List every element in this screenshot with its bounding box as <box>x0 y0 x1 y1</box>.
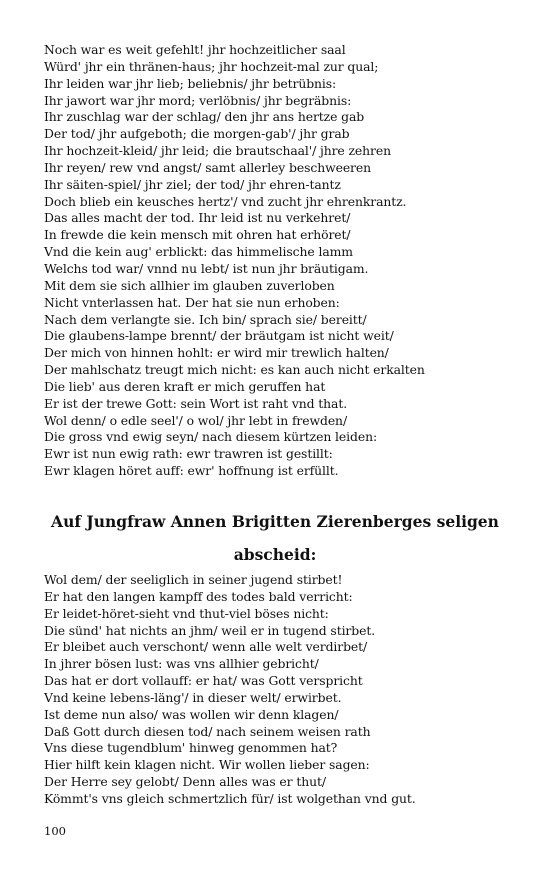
poem-line: Vnd die kein aug' erblickt: das himmelische lamm <box>44 244 353 260</box>
poem-line: Er bleibet auch verschont/ wenn alle welt verdirbet/ <box>44 639 368 655</box>
poem-line: Ihr leiden war jhr lieb; beliebnis/ jhr betrübnis: <box>44 75 337 91</box>
poem-line: Ewr ist nun ewig rath: ewr trawren ist gestillt: <box>44 446 333 462</box>
poem-line: Er leidet-höret-sieht vnd thut-viel böses nicht: <box>44 605 329 621</box>
poem-line: Die sünd' hat nichts an jhm/ weil er in tugend stirbet. <box>44 622 376 638</box>
poem-line: Mit dem sie sich allhier im glauben zuverloben <box>44 277 335 293</box>
poem-line: Ewr klagen höret auff: ewr' hoffnung ist erfüllt. <box>44 463 339 479</box>
poem-line: Die lieb' aus deren kraft er mich geruffen hat <box>44 378 326 394</box>
page-number: 100 <box>44 824 66 838</box>
poem-line: Nach dem verlangte sie. Ich bin/ sprach sie/ bereitt/ <box>44 311 367 327</box>
poem-line: Wol dem/ der seeliglich in seiner jugend stirbet! <box>44 572 343 587</box>
poem-line: Kömmt's vns gleich schmertzlich für/ ist wolgethan vnd gut. <box>44 790 416 806</box>
poem-stanza-2 <box>44 572 514 808</box>
poem-line: Die gross vnd ewig seyn/ nach diesem kürtzen leiden: <box>44 429 378 445</box>
poem-line: Doch blieb ein keusches hertz'/ vnd zucht jhr ehrenkrantz. <box>44 193 407 209</box>
poem-line: Ihr jawort war jhr mord; verlöbnis/ jhr begräbnis: <box>44 92 352 108</box>
poem-line: Der mahlschatz treugt mich nicht: es kan auch nicht erkalten <box>44 362 425 378</box>
poem-line: In jhrer bösen lust: was vns allhier gebricht/ <box>44 656 319 672</box>
poem-stanza-1 <box>44 42 514 480</box>
poem-line: Vnd keine lebens-läng'/ in dieser welt/ erwirbet. <box>44 689 342 705</box>
poem-line: Ihr hochzeit-kleid/ jhr leid; die brautschaal'/ jhre zehren <box>44 143 391 159</box>
poem-line: Ist deme nun also/ was wollen wir denn klagen/ <box>44 706 339 722</box>
poem-line: Hier hilft kein klagen nicht. Wir wollen lieber sagen: <box>44 757 370 773</box>
poem-title-line-2: abscheid: <box>233 545 317 564</box>
poem-line: Er hat den langen kampff des todes bald verricht: <box>44 588 353 604</box>
poem-line: Nicht vnterlassen hat. Der hat sie nun erhoben: <box>44 294 340 310</box>
poem-line: Der tod/ jhr aufgeboth; die morgen-gab'/ jhr grab <box>44 126 350 142</box>
poem-line: Daß Gott durch diesen tod/ nach seinem weisen rath <box>44 723 371 739</box>
poem-line: Wol denn/ o edle seel'/ o wol/ jhr lebt in frewden/ <box>44 412 348 428</box>
poem-line: Das hat er dort vollauff: er hat/ was Gott verspricht <box>44 673 363 689</box>
poem-line: In frewde die kein mensch mit ohren hat erhöret/ <box>44 227 351 243</box>
poem-line: Würd' jhr ein thränen-haus; jhr hochzeit-mal zur qual; <box>44 58 379 74</box>
poem-line: Er ist der trewe Gott: sein Wort ist raht vnd that. <box>44 395 348 411</box>
poem-line: Ihr zuschlag war der schlag/ den jhr ans hertze gab <box>44 109 365 125</box>
poem-line: Noch war es weit gefehlt! jhr hochzeitlicher saal <box>44 42 346 57</box>
poem-line: Der Herre sey gelobt/ Denn alles was er thut/ <box>44 774 326 790</box>
poem-line: Ihr reyen/ rew vnd angst/ samt allerley beschweeren <box>44 159 371 175</box>
poem-line: Ihr säiten-spiel/ jhr ziel; der tod/ jhr ehren-tantz <box>44 176 341 192</box>
poem-line: Vns diese tugendblum' hinweg genommen hat? <box>44 740 338 756</box>
poem-line: Der mich von hinnen hohlt: er wird mir trewlich halten/ <box>44 345 389 361</box>
poem-title-line-1: Auf Jungfraw Annen Brigitten Zierenberges seligen <box>51 512 499 531</box>
poem-line: Welchs tod war/ vnnd nu lebt/ ist nun jhr bräutigam. <box>44 260 369 276</box>
poem-line: Das alles macht der tod. Ihr leid ist nu verkehret/ <box>44 210 351 226</box>
poem-line: Die glaubens-lampe brennt/ der bräutgam ist nicht weit/ <box>44 328 394 344</box>
